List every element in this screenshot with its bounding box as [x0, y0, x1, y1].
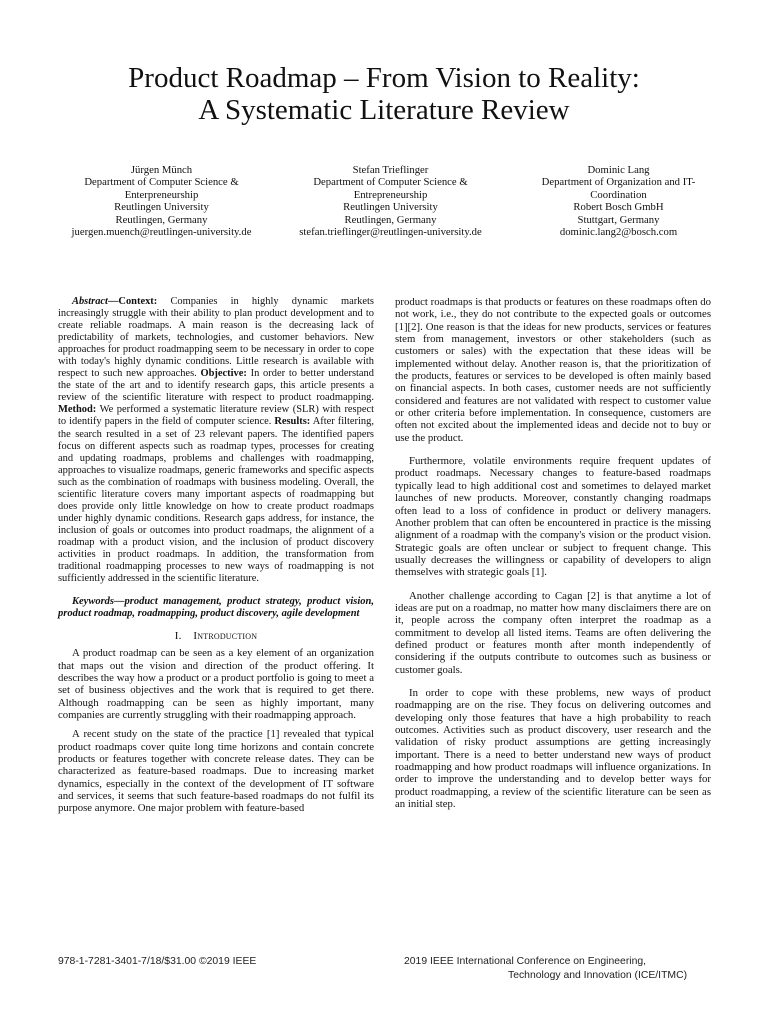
author-name: Jürgen Münch — [130, 164, 193, 176]
author-affiliation: Reutlingen, Germany — [115, 213, 208, 226]
right-column — [395, 296, 711, 810]
results-text: After filtering, the search resulted in a set of 23 relevant papers. The identified papers focus on different aspects such as roadmap types, processes for creating and updating roadmaps, problems and challenges with roadmapping, approaches to visualize roadmaps, generic frameworks and specific aspects such as the combination of roadmaps with business modeling. Overall, the scientific literature covers many important aspects of roadmapping but does provide only little knowledge on how to create product roadmaps under highly dynamic conditions. Research gaps address, for instance, the inclusion of goals or outcomes into product roadmaps, the alignment of a roadmap with a product vision, and the inclusion of product discovery activities in product roadmaps. In addition, the transformation from traditional roadmapping processes to new ways of roadmapping is not sufficiently addressed in the scientific literature. — [58, 416, 374, 585]
title-line-1: Product Roadmap – From Vision to Reality: — [128, 62, 640, 94]
author-affiliation: Department of Organization and IT- — [541, 176, 696, 189]
abstract-dash: — — [107, 296, 119, 307]
author-affiliation: Reutlingen, Germany — [344, 213, 437, 226]
author-affiliation: Department of Computer Science & — [84, 176, 239, 189]
context-text: Companies in highly dynamic markets increasingly struggle with their ability to plan product development and to create reliable roadmaps. A main reason is the decreasing lack of predictability of markets, technologies, and customer behaviors. New approaches for product roadmapping seem to be necessary in order to cope with today's highly dynamic conditions. Little research is available with respect to such new approaches. — [58, 296, 374, 380]
conference-footer — [404, 955, 704, 982]
objective-text: In order to better understand the state of the art and to identify research gaps, this article presents a review of the scientific literature with respect to product roadmapping. — [58, 368, 374, 404]
paragraph: product roadmaps is that products or features on these roadmaps often do not work, i.e., they do not contribute to the expected goals or outcomes [1][2]. One reason is that the ideas for new products, services or features stem from management, investors or other stakeholders (such as customers or sales) with the expectation that these ideas will be implemented without delay. Another reason is, that the prioritization of the products, features or services to be developed is often mainly based on financial aspects. In both cases, customer needs are not sufficiently considered and features are not validated with respect to customer value or other criteria before implementation. In consequence, customers are often not excited about the implemented ideas and decide not to buy or use the product. — [395, 296, 711, 444]
author-affiliation: Robert Bosch GmbH — [573, 201, 664, 214]
author-affiliation: Coordination — [590, 188, 647, 201]
paragraph: Furthermore, volatile environments require frequent updates of product roadmaps. Necessary changes to feature-based roadmaps typically lead to high additional cost and sometimes to delayed market launches of new products. Moreover, constantly changing roadmaps often lead to a loss of confidence in product or delivery managers. Another problem that can often be encountered in practice is the missing alignment of a roadmap with the company's vision or the product vision. Strategic goals are often unclear or subject to frequent change. This usually decreases the willingness or capability of developers to align themselves with strategic goals [1]. — [395, 455, 711, 579]
left-column — [58, 296, 374, 815]
method-text: We performed a systematic literature review (SLR) with respect to identify papers in the field of computer science. — [58, 404, 374, 428]
author-affiliation: Enterpreneurship — [124, 188, 199, 201]
paragraph: In order to cope with these problems, new ways of product roadmapping are on the rise. They focus on delivering outcomes and developing only those features that have a high probability to reach outcomes. Activities such as product discovery, user research and the validation of risky product assumptions are getting increasingly important. There is a need to better understand new ways of product roadmapping and how product roadmaps will influence organizations. In order to improve the understanding and to develop better ways for product roadmapping, a review of the scientific literature can be seen as an initial step. — [395, 686, 711, 811]
author-name: Dominic Lang — [587, 164, 650, 176]
abstract — [58, 296, 374, 585]
paragraph: A recent study on the state of the practice [1] revealed that typical product roadmaps cover quite long time horizons and contain concrete products or features together with concrete release dates. They can be characterized as feature-based roadmaps. Due to increasing market dynamics, especially in the context of the development of IT software and services, it seems that such feature-based roadmaps do not fulfil its purpose anymore. One major problem with feature-based — [58, 728, 374, 815]
method-label: Method: — [58, 404, 97, 416]
paragraph: Another challenge according to Cagan [2] is that anytime a lot of ideas are put on a roadmap, no matter how many disclaimers there are on it, people across the company often interpret the roadmap as a commitment to develop all listed items. Teams are often delivering the defined product or features month after month independently of considering if the outputs contribute to outcomes such as business or customer goals. — [395, 589, 711, 676]
section-number: I. — [174, 629, 182, 642]
author-email: juergen.muench@reutlingen-university.de — [71, 226, 252, 239]
abstract-label: Abstract — [72, 296, 108, 307]
author-affiliation: Entrepreneurship — [353, 188, 428, 201]
author-affiliation: Department of Computer Science & — [313, 176, 468, 189]
author-name: Stefan Trieflinger — [352, 164, 429, 176]
objective-label: Objective: — [200, 368, 247, 380]
author-affiliation: Reutlingen University — [114, 201, 209, 214]
copyright-footer: 978-1-7281-3401-7/18/$31.00 ©2019 IEEE — [58, 956, 257, 967]
section-heading-introduction — [58, 630, 374, 642]
author-affiliation: Stuttgart, Germany — [577, 213, 660, 226]
author-email: stefan.trieflinger@reutlingen-university.de — [299, 226, 482, 239]
author-email: dominic.lang2@bosch.com — [559, 226, 678, 239]
paper-title — [60, 62, 708, 126]
results-label: Results: — [274, 416, 311, 428]
section-title: Introduction — [193, 629, 258, 642]
keywords-text: Keywords—product management, product strategy, product vision, product roadmap, roadmapping, product discovery, agile development — [58, 596, 374, 620]
paragraph: A product roadmap can be seen as a key element of an organization that maps out the vision and direction of the product offering. It describes the way how a product or a product portfolio is going to meet a set of business objectives and the work that is required to get there. Although roadmapping can be seen as highly important, many companies are currently struggling with their roadmapping approach. — [58, 647, 374, 721]
author-2 — [283, 164, 498, 238]
conference-line-2: Technology and Innovation (ICE/ITMC) — [508, 969, 688, 981]
context-label: Context: — [118, 296, 158, 307]
conference-line-1: 2019 IEEE International Conference on Engineering, — [404, 956, 647, 967]
author-1 — [54, 164, 269, 238]
title-line-2: A Systematic Literature Review — [198, 94, 570, 126]
keywords — [58, 596, 374, 621]
author-affiliation: Reutlingen University — [343, 201, 438, 214]
author-3 — [511, 164, 726, 238]
